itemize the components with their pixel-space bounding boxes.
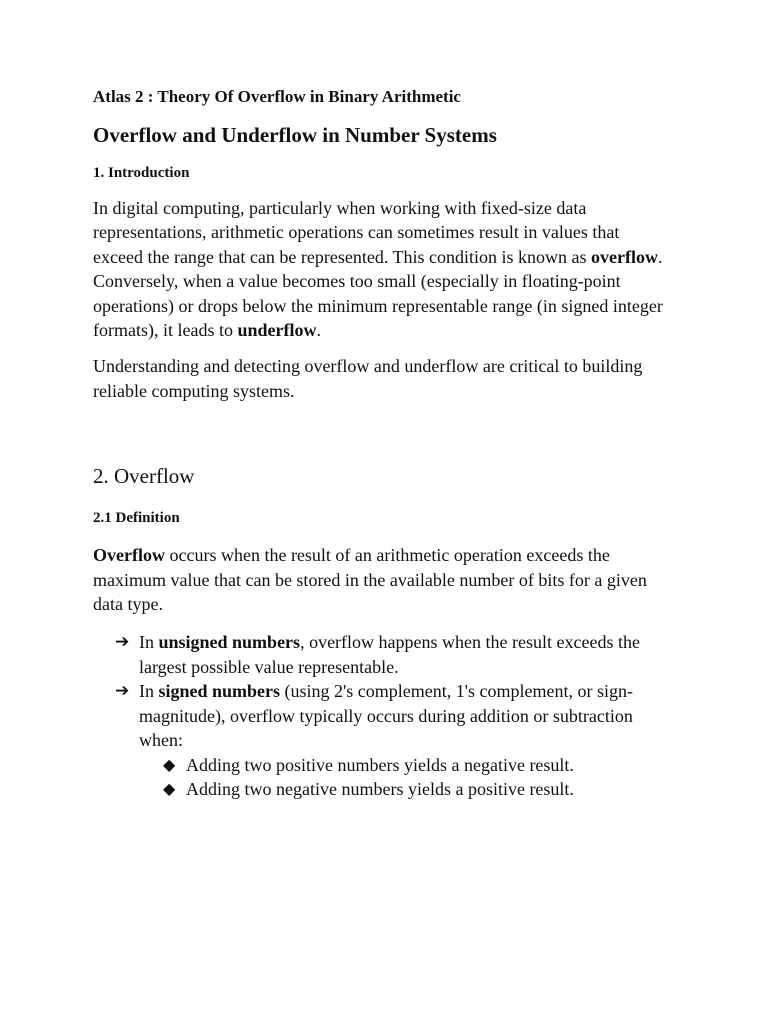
list-item-signed [93,679,673,801]
sub-list-text: Adding two positive numbers yields a negative result. [186,754,574,775]
document-title: Atlas 2 : Theory Of Overflow in Binary Arithmetic [93,87,461,106]
sub-list-item [139,753,673,777]
intro-paragraph-1 [93,196,673,342]
definition-subheading: 2.1 Definition [93,510,180,527]
term-signed-numbers: signed numbers [158,681,281,702]
sub-list-text: Adding two negative numbers yields a positive result. [186,778,574,799]
term-overflow-def: Overflow [93,545,165,566]
document-page [93,86,673,801]
list-item-unsigned [93,630,673,679]
intro-text-b: . Conversely, when a value becomes too small (especially in floating-point operations) or drops below the minimum representable range (in signed integer formats), it leads to [93,246,663,341]
diamond-bullet-icon: ◆ [163,754,176,774]
term-overflow: overflow [591,246,658,267]
intro-text-a: In digital computing, particularly when working with fixed-size data representations, arithmetic operations can sometimes result in values that exceed the range that can be represented. This condition is known as [93,198,620,267]
bullet-lead: In [139,632,154,653]
diamond-bullet-icon: ◆ [163,778,176,798]
term-unsigned-numbers: unsigned numbers [158,632,301,653]
overflow-cases-list [93,630,673,801]
bullet-text: , overflow happens when the result exceeds the largest possible value representable. [139,632,640,677]
section-2-heading: 2. Overflow [93,464,195,489]
sub-list-item [139,777,673,801]
bullet-lead: In [139,681,154,702]
main-heading: Overflow and Underflow in Number Systems [93,123,497,147]
bullet-text: (using 2's complement, 1's complement, or sign-magnitude), overflow typically occurs during addition or subtraction when: [139,681,633,751]
intro-text-c: . [316,320,321,341]
arrow-right-icon: ➔ [115,681,130,702]
arrow-right-icon: ➔ [115,632,130,653]
definition-text: occurs when the result of an arithmetic operation exceeds the maximum value that can be stored in the available number of bits for a given data type. [93,545,647,615]
section-1-heading: 1. Introduction [93,165,190,181]
intro-paragraph-2: Understanding and detecting overflow and underflow are critical to building reliable computing systems. [93,356,643,401]
definition-paragraph [93,543,673,616]
signed-cases-sublist [139,753,673,802]
term-underflow: underflow [237,320,317,341]
